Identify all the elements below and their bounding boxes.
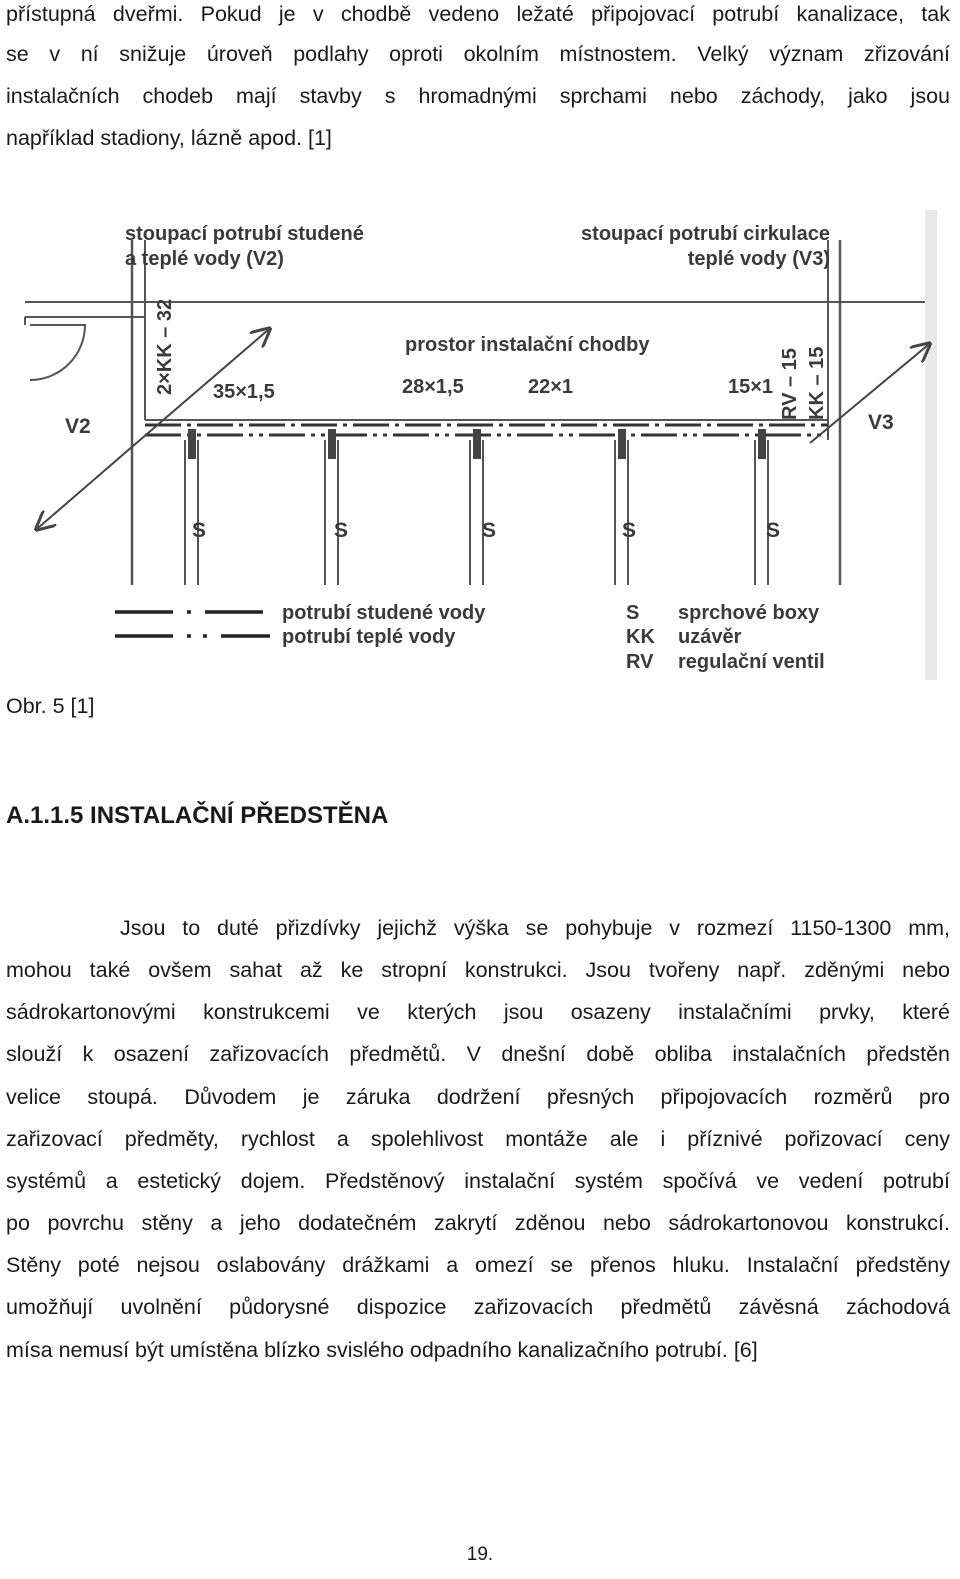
text-line: umožňují uvolnění půdorysné dispozice zařizovacích předmětů závěsná záchodová [6, 1295, 950, 1319]
label-v2: V2 [65, 415, 91, 438]
text-line: zařizovací předměty, rychlost a spolehlivost montáže ale i příznivé pořizovací ceny [6, 1127, 950, 1151]
text-line: sádrokartonovými konstrukcemi ve kterých jsou osazeny instalačními prvky, které [6, 1000, 950, 1024]
text-line: instalačních chodeb mají stavby s hromadnými sprchami nebo záchody, jako jsou [6, 84, 950, 108]
label-v3: V3 [868, 411, 894, 434]
label-corridor: prostor instalační chodby [405, 334, 650, 356]
section-heading: A.1.1.5 INSTALAČNÍ PŘEDSTĚNA [6, 802, 389, 829]
booth-label: S [334, 519, 349, 542]
text-line: mohou také ovšem sahat až ke stropní konstrukci. Jsou tvořeny např. zděnými nebo [6, 958, 950, 982]
legend-abbr-rv: RV [626, 651, 654, 673]
legend [115, 602, 825, 673]
label-35: 35×1,5 [213, 381, 275, 403]
text-line: například stadiony, lázně apod. [1] [6, 126, 332, 150]
door-arc [30, 325, 85, 380]
label-v2-riser-1: stoupací potrubí studené [125, 223, 364, 245]
label-v3-riser-1: stoupací potrubí cirkulace [581, 223, 830, 245]
label-2kk: 2×KK – 32 [154, 298, 176, 395]
text-line: Stěny poté nejsou oslabovány drážkami a omezí se přenos hluku. Instalační předstěny [6, 1253, 950, 1277]
booth-partitions [185, 440, 768, 585]
text-line: slouží k osazení zařizovacích předmětů. V dnešní době obliba instalačních předstěn [6, 1042, 950, 1066]
installation-corridor-diagram [20, 205, 940, 680]
legend-cold: potrubí studené vody [282, 602, 486, 624]
scan-edge [925, 210, 937, 680]
arrow-v2-down [38, 440, 140, 528]
label-kk15: KK – 15 [806, 346, 828, 420]
booth-label: S [482, 519, 497, 542]
text-line: přístupná dveřmi. Pokud je v chodbě vedeno ležaté připojovací potrubí kanalizace, tak [6, 2, 950, 26]
label-15: 15×1 [728, 376, 774, 398]
text-line: velice stoupá. Důvodem je záruka dodržení přesných připojovacích rozměrů pro [6, 1085, 950, 1109]
legend-desc-rv: regulační ventil [678, 651, 825, 673]
text-line: systémů a estetický dojem. Předstěnový instalační systém spočívá ve vedení potrubí [6, 1169, 950, 1193]
legend-abbr-s: S [626, 602, 640, 624]
label-28: 28×1,5 [402, 376, 464, 398]
label-22: 22×1 [528, 376, 574, 398]
legend-abbr-kk: KK [626, 626, 655, 648]
figure-caption: Obr. 5 [1] [6, 694, 95, 718]
text-line: mísa nemusí být umístěna blízko svislého odpadního kanalizačního potrubí. [6] [6, 1338, 758, 1362]
text-line: Jsou to duté přizdívky jejichž výška se pohybuje v rozmezí 1150-1300 mm, [120, 916, 950, 940]
text-line: se v ní snižuje úroveň podlahy oproti okolním místnostem. Velký význam zřizování [6, 42, 950, 66]
booth-label: S [192, 519, 207, 542]
legend-desc-kk: uzávěr [678, 626, 742, 648]
text-line: po povrchu stěny a jeho dodatečném zakrytí zděnou nebo sádrokartonovou konstrukcí. [6, 1211, 950, 1235]
booth-label: S [766, 519, 781, 542]
label-v3-riser-2: teplé vody (V3) [687, 248, 830, 270]
label-v2-riser-2: a teplé vody (V2) [125, 248, 284, 270]
label-rv15: RV – 15 [779, 348, 801, 420]
legend-desc-s: sprchové boxy [678, 602, 820, 624]
booth-label: S [622, 519, 637, 542]
page-number: 19. [466, 1544, 494, 1565]
legend-hot: potrubí teplé vody [282, 626, 456, 648]
